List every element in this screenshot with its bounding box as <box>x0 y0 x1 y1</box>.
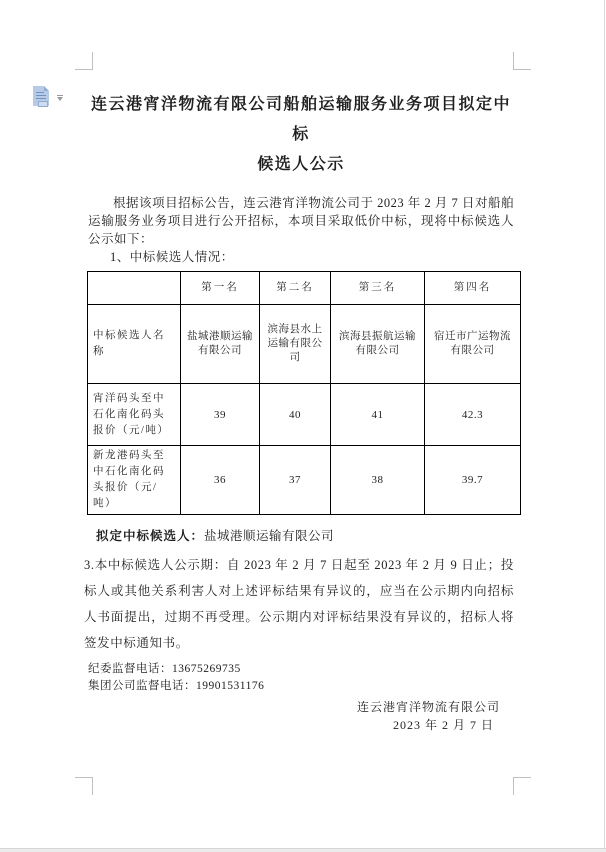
proposed-winner-value: 盐城港顺运输有限公司 <box>204 529 335 543</box>
document-body <box>84 80 514 734</box>
discipline-phone-line: 纪委监督电话：13675269735 <box>88 663 241 675</box>
table-value-cell: 36 <box>181 446 260 515</box>
margin-crop-mark-top-right <box>513 52 531 70</box>
title-line-2: 候选人公示 <box>257 156 345 173</box>
document-title <box>88 90 514 180</box>
signature-company: 连云港宵洋物流有限公司 <box>356 700 500 714</box>
table-header-cell-rank4: 第四名 <box>425 272 521 305</box>
title-line-1: 连云港宵洋物流有限公司船舶运输服务业务项目拟定中标 <box>90 96 511 143</box>
proposed-winner-line <box>88 527 514 545</box>
sub-page-decoration <box>38 101 48 107</box>
table-value-cell: 39 <box>181 384 260 446</box>
table-value-cell: 42.3 <box>425 384 521 446</box>
page-right-edge <box>604 0 605 848</box>
section-heading: 1、中标候选人情况： <box>110 250 234 264</box>
table-header-cell-empty <box>88 272 181 305</box>
text-line-decoration <box>36 95 46 96</box>
intro-paragraph: 根据该项目招标公告，连云港宵洋物流公司于 2023 年 2 月 7 日对船舶运输服务业务项目进行公开招标，本项目采取低价中标，现将中标候选人公示如下： <box>88 196 514 246</box>
proposed-winner-label: 拟定中标候选人： <box>96 529 205 543</box>
table-row-candidate-names <box>88 305 521 384</box>
text-line-decoration <box>36 98 46 99</box>
table-value-cell: 39.7 <box>425 446 521 515</box>
table-row-price-xiaoyang <box>88 384 521 446</box>
table-header-row <box>88 272 521 305</box>
chevron-triangle <box>57 97 63 101</box>
page-bottom-edge <box>0 848 606 852</box>
table-value-cell: 滨海县振航运输有限公司 <box>331 305 425 384</box>
table-value-cell: 宿迁市广运物流有限公司 <box>425 305 521 384</box>
table-header-cell-rank3: 第三名 <box>331 272 425 305</box>
table-value-cell: 37 <box>260 446 331 515</box>
text-line-decoration <box>36 92 44 93</box>
table-value-cell: 38 <box>331 446 425 515</box>
table-label-cell: 宵洋码头至中石化南化码头报价（元/吨） <box>88 384 181 446</box>
signature-date: 2023 年 2 月 7 日 <box>392 718 494 732</box>
table-value-cell: 盐城港顺运输有限公司 <box>181 305 260 384</box>
chevron-bar <box>57 95 63 96</box>
table-value-cell: 40 <box>260 384 331 446</box>
table-label-cell: 新龙港码头至中石化南化码头报价（元/吨） <box>88 446 181 515</box>
table-value-cell: 滨海县水上运输有限公司 <box>260 305 331 384</box>
table-header-cell-rank2: 第二名 <box>260 272 331 305</box>
page-fold <box>44 86 49 91</box>
document-icon[interactable] <box>33 86 49 106</box>
margin-crop-mark-bottom-left <box>75 777 93 795</box>
table-row-price-xinlonggang <box>88 446 521 515</box>
chevron-down-icon[interactable] <box>56 95 64 101</box>
group-phone-line: 集团公司监督电话：19901531176 <box>88 680 265 692</box>
table-header-cell-rank1: 第一名 <box>181 272 260 305</box>
table-label-cell: 中标候选人名称 <box>88 305 181 384</box>
doc-options-widget[interactable] <box>33 86 67 108</box>
publicity-period-paragraph: 3.本中标候选人公示期：自 2023 年 2 月 7 日起至 2023 年 2 月 9 日止；投标人或其他关系利害人对上述评标结果有异议的，应当在公示期内向招标人书面提出，过期不再受理。公示期内对评标结果没有异议的，招标人将签发中标通知书。 <box>84 558 514 650</box>
signature-block <box>88 698 514 734</box>
margin-crop-mark-top-left <box>75 52 93 70</box>
contact-phones <box>88 661 514 695</box>
table-value-cell: 41 <box>331 384 425 446</box>
margin-crop-mark-bottom-right <box>513 777 531 795</box>
bid-candidates-table <box>87 271 521 515</box>
